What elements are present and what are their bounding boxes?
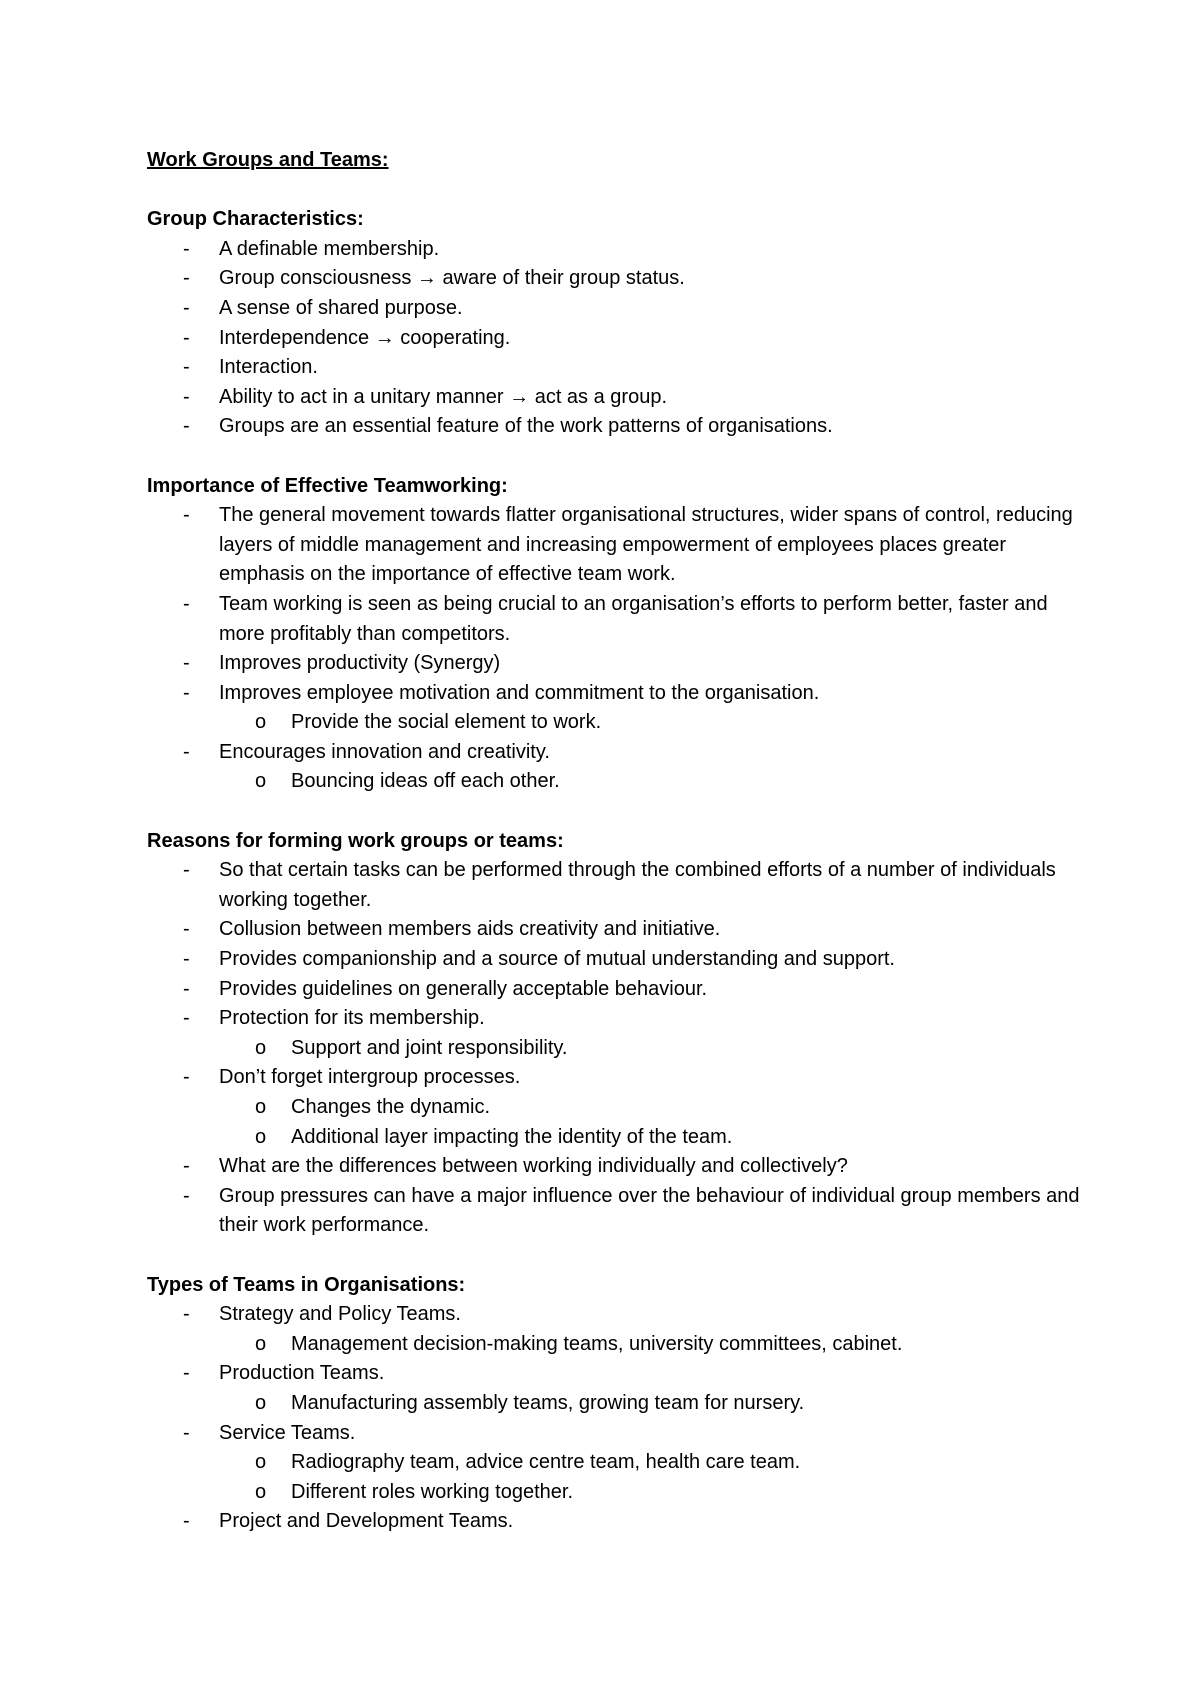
bullet-list (147, 235, 1087, 442)
sub-bullet-list (219, 1330, 1087, 1360)
item-text: What are the differences between working individually and collectively? (219, 1155, 848, 1178)
list-item (147, 738, 1087, 797)
item-text: The general movement towards flatter organisational structures, wider spans of control, reducing layers of middle management and increasing empowerment of employees places greater emphasis on the importance of effective team work. (219, 504, 1073, 586)
list-item (147, 975, 1087, 1005)
dash-bullet-icon: - (183, 356, 190, 379)
circle-bullet-icon: o (255, 711, 267, 734)
list-item (147, 1152, 1087, 1182)
arrow-right-icon: → (374, 326, 395, 349)
document-title: Work Groups and Teams: (147, 149, 389, 171)
arrow-right-icon: → (509, 385, 530, 408)
dash-bullet-icon: - (183, 1362, 190, 1385)
list-item (147, 649, 1087, 679)
item-text: Don’t forget intergroup processes. (219, 1066, 521, 1089)
item-text: Improves employee motivation and commitment to the organisation. (219, 681, 820, 704)
sub-list-item (219, 1389, 1087, 1419)
dash-bullet-icon: - (183, 267, 190, 290)
sub-item-text: Radiography team, advice centre team, health care team. (291, 1451, 801, 1474)
section (147, 827, 1087, 1241)
dash-bullet-icon: - (183, 681, 190, 704)
item-text: Groups are an essential feature of the work patterns of organisations. (219, 415, 833, 438)
item-text: Encourages innovation and creativity. (219, 740, 550, 763)
item-text: Service Teams. (219, 1421, 356, 1444)
sub-bullet-list (219, 1448, 1087, 1507)
circle-bullet-icon: o (255, 1451, 267, 1474)
list-item (147, 1359, 1087, 1418)
dash-bullet-icon: - (183, 296, 190, 319)
sub-bullet-list (219, 708, 1087, 738)
item-text: Ability to act in a unitary manner (219, 385, 510, 408)
circle-bullet-icon: o (255, 1332, 267, 1355)
sub-list-item (219, 1330, 1087, 1360)
dash-bullet-icon: - (183, 1007, 190, 1030)
list-item (147, 590, 1087, 649)
list-item (147, 1182, 1087, 1241)
dash-bullet-icon: - (183, 504, 190, 527)
sub-list-item (219, 767, 1087, 797)
section (147, 205, 1087, 442)
dash-bullet-icon: - (183, 237, 190, 260)
list-item (147, 235, 1087, 265)
sub-item-text: Different roles working together. (291, 1480, 574, 1503)
dash-bullet-icon: - (183, 1066, 190, 1089)
list-item (147, 324, 1087, 354)
list-item (147, 1063, 1087, 1152)
document-page (147, 146, 1087, 1537)
item-text: Strategy and Policy Teams. (219, 1303, 461, 1326)
dash-bullet-icon: - (183, 415, 190, 438)
item-text: Protection for its membership. (219, 1007, 485, 1030)
dash-bullet-icon: - (183, 1303, 190, 1326)
dash-bullet-icon: - (183, 918, 190, 941)
circle-bullet-icon: o (255, 770, 267, 793)
list-item (147, 501, 1087, 590)
sub-list-item (219, 1093, 1087, 1123)
sub-list-item (219, 1448, 1087, 1478)
dash-bullet-icon: - (183, 740, 190, 763)
list-item (147, 383, 1087, 413)
item-text: So that certain tasks can be performed through the combined efforts of a number of individuals working together. (219, 859, 1056, 911)
circle-bullet-icon: o (255, 1391, 267, 1414)
item-text: Interaction. (219, 356, 318, 379)
arrow-right-icon: → (416, 267, 437, 290)
section (147, 1271, 1087, 1537)
list-item (147, 1507, 1087, 1537)
dash-bullet-icon: - (183, 948, 190, 971)
sub-bullet-list (219, 1389, 1087, 1419)
item-text: Production Teams. (219, 1362, 385, 1385)
section (147, 472, 1087, 798)
sub-list-item (219, 708, 1087, 738)
list-item (147, 412, 1087, 442)
sub-item-text: Management decision-making teams, university committees, cabinet. (291, 1332, 903, 1355)
sections-container (147, 205, 1087, 1537)
section-heading: Importance of Effective Teamworking: (147, 474, 508, 497)
item-text: aware of their group status. (436, 267, 685, 290)
item-text: A sense of shared purpose. (219, 296, 463, 319)
sub-item-text: Support and joint responsibility. (291, 1036, 568, 1059)
bullet-list (147, 1300, 1087, 1537)
dash-bullet-icon: - (183, 1184, 190, 1207)
sub-list-item (219, 1478, 1087, 1508)
item-text: Team working is seen as being crucial to an organisation’s efforts to perform better, faster and more profitably than competitors. (219, 592, 1048, 645)
sub-bullet-list (219, 1034, 1087, 1064)
circle-bullet-icon: o (255, 1036, 267, 1059)
sub-bullet-list (219, 1093, 1087, 1152)
dash-bullet-icon: - (183, 977, 190, 1000)
item-text: Project and Development Teams. (219, 1510, 514, 1533)
list-item (147, 945, 1087, 975)
sub-list-item (219, 1034, 1087, 1064)
dash-bullet-icon: - (183, 592, 190, 615)
circle-bullet-icon: o (255, 1096, 267, 1118)
dash-bullet-icon: - (183, 326, 190, 349)
section-heading: Types of Teams in Organisations: (147, 1273, 466, 1296)
list-item (147, 915, 1087, 945)
sub-item-text: Changes the dynamic. (291, 1096, 491, 1118)
list-item (147, 1004, 1087, 1063)
item-text: Interdependence (219, 326, 375, 349)
sub-list-item (219, 1123, 1087, 1153)
item-text: Provides guidelines on generally acceptable behaviour. (219, 977, 708, 1000)
item-text: Collusion between members aids creativity and initiative. (219, 918, 721, 941)
sub-item-text: Provide the social element to work. (291, 711, 602, 734)
dash-bullet-icon: - (183, 385, 190, 408)
item-text: Group consciousness (219, 267, 417, 290)
list-item (147, 1419, 1087, 1508)
dash-bullet-icon: - (183, 859, 190, 882)
sub-item-text: Manufacturing assembly teams, growing team for nursery. (291, 1391, 805, 1414)
item-text: act as a group. (529, 385, 668, 408)
dash-bullet-icon: - (183, 1510, 190, 1533)
list-item (147, 1300, 1087, 1359)
item-text: A definable membership. (219, 237, 440, 260)
circle-bullet-icon: o (255, 1125, 267, 1148)
item-text: Group pressures can have a major influence over the behaviour of individual group members and their work performance. (219, 1184, 1080, 1237)
list-item (147, 856, 1087, 915)
dash-bullet-icon: - (183, 1155, 190, 1178)
dash-bullet-icon: - (183, 1421, 190, 1444)
circle-bullet-icon: o (255, 1480, 267, 1503)
sub-item-text: Additional layer impacting the identity of the team. (291, 1125, 733, 1148)
sub-item-text: Bouncing ideas off each other. (291, 770, 560, 793)
list-item (147, 264, 1087, 294)
item-text: cooperating. (394, 326, 511, 349)
list-item (147, 679, 1087, 738)
bullet-list (147, 856, 1087, 1241)
section-heading: Group Characteristics: (147, 208, 364, 231)
section-heading: Reasons for forming work groups or teams: (147, 829, 564, 852)
item-text: Provides companionship and a source of mutual understanding and support. (219, 948, 895, 971)
dash-bullet-icon: - (183, 652, 190, 675)
bullet-list (147, 501, 1087, 797)
sub-bullet-list (219, 767, 1087, 797)
list-item (147, 294, 1087, 324)
list-item (147, 353, 1087, 383)
item-text: Improves productivity (Synergy) (219, 652, 501, 675)
